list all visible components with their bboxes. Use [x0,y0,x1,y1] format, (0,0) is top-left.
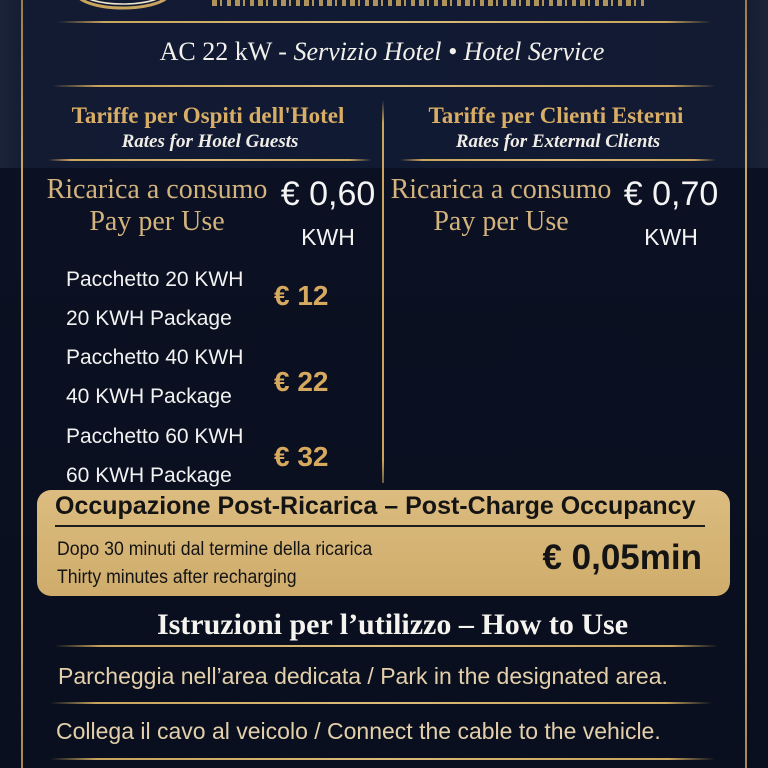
instruction-step: Parcheggia nell’area dedicata / Park in the designated area. [58,663,668,689]
post-charge-occupancy-box [37,490,730,596]
pay-per-use-label [39,174,275,238]
package-label-en: 40 KWH Package [66,385,232,408]
gold-frame-right [745,0,747,768]
pay-per-use-price: € 0,70 [623,175,719,213]
column-title-underline [48,159,372,161]
package-label-en: 60 KWH Package [66,464,232,487]
gold-frame-left [21,0,23,768]
column-divider [382,100,384,483]
service-type: Servizio Hotel • Hotel Service [293,37,605,66]
package-label-it: Pacchetto 40 KWH [66,346,244,369]
instructions-title: Istruzioni per l’utilizzo – How to Use [156,608,629,641]
divider-line [50,702,712,704]
instruction-step: Collega il cavo al veicolo / Connect the cable to the vehicle. [56,718,661,744]
package-label-it: Pacchetto 60 KWH [66,425,244,448]
pay-per-use-label-en: Pay per Use [433,206,569,237]
pay-per-use-unit: KWH [644,224,698,250]
package-item [66,417,243,495]
package-item [66,338,243,416]
divider-line [55,645,718,647]
package-price: € 22 [274,366,329,397]
pay-per-use-label-it: Ricarica a consumo [390,174,612,205]
column-title-underline [400,159,716,161]
hotel-emblem-icon [63,0,183,14]
package-label-en: 20 KWH Package [66,307,232,330]
pay-per-use-label [383,174,619,238]
pay-per-use-price: € 0,60 [280,175,376,213]
occupancy-condition [57,536,396,592]
column-title: Tariffe per Ospiti dell'Hotel [71,103,345,128]
service-power: AC 22 kW - [159,37,294,66]
package-label-it: Pacchetto 20 KWH [66,268,244,291]
package-item [66,260,243,338]
occupancy-condition-en: Thirty minutes after recharging [57,567,297,588]
occupancy-condition-it: Dopo 30 minuti dal termine della ricarica [57,539,373,560]
service-subtitle [0,37,764,67]
pay-per-use-unit: KWH [301,224,355,250]
column-subtitle: Rates for External Clients [455,131,661,152]
pay-per-use-label-it: Ricarica a consumo [46,174,268,205]
package-price: € 12 [274,280,329,311]
occupancy-title: Occupazione Post-Ricarica – Post-Charge Occupancy [55,492,696,520]
divider-line [58,21,712,23]
divider-line [50,758,715,760]
pay-per-use-label-en: Pay per Use [89,206,225,237]
occupancy-title-underline [55,525,705,527]
cropped-title-fragment [212,0,644,6]
occupancy-price: € 0,05min [542,538,702,577]
column-title: Tariffe per Clienti Esterni [428,103,684,128]
column-subtitle: Rates for Hotel Guests [121,131,299,152]
divider-line [52,85,716,87]
package-price: € 32 [274,441,329,472]
